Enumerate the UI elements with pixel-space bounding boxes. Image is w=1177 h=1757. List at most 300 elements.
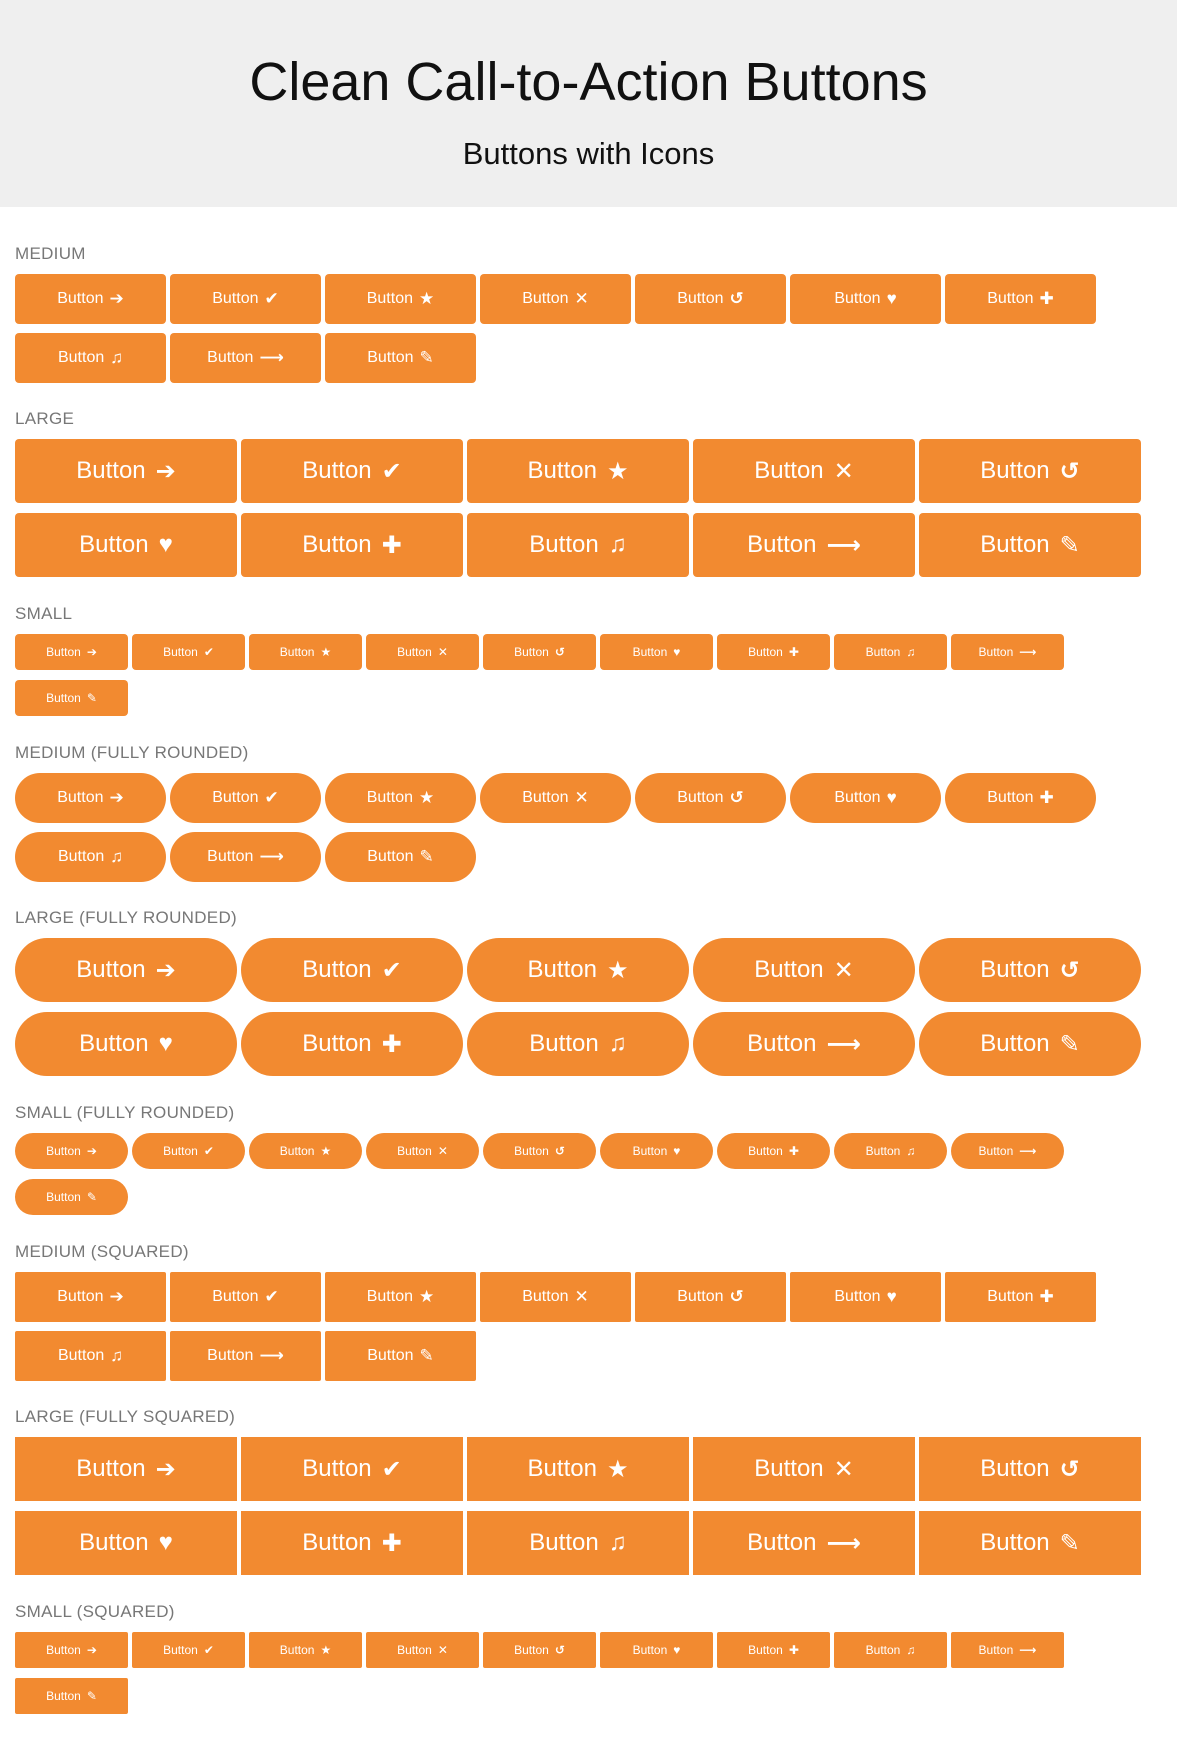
- heart-icon: ♥: [158, 531, 173, 558]
- cta-button-close[interactable]: [366, 1632, 479, 1668]
- heart-icon: ♥: [673, 1643, 681, 1657]
- plus-icon: ✚: [381, 1529, 402, 1557]
- cta-button-close[interactable]: [693, 938, 915, 1002]
- button-label: Button: [302, 531, 372, 558]
- button-label: Button: [207, 349, 254, 366]
- cta-button-refresh[interactable]: [483, 1632, 596, 1668]
- button-label: Button: [163, 1144, 198, 1158]
- cta-button-plus[interactable]: [945, 274, 1096, 324]
- button-label: Button: [754, 457, 824, 484]
- cta-button-heart[interactable]: [600, 634, 713, 670]
- checkmark-icon: ✔: [264, 289, 279, 308]
- button-label: Button: [279, 1144, 315, 1158]
- cta-button-long-arrow[interactable]: [693, 513, 915, 577]
- cta-button-refresh[interactable]: [919, 439, 1141, 503]
- button-label: Button: [302, 1455, 372, 1482]
- button-label: Button: [207, 848, 254, 865]
- button-group: [15, 773, 1162, 891]
- button-label: Button: [980, 531, 1050, 558]
- cta-button-plus[interactable]: [945, 1272, 1096, 1322]
- button-label: Button: [747, 1529, 817, 1556]
- button-label: Button: [980, 1455, 1050, 1482]
- button-label: Button: [367, 349, 414, 366]
- section-large-fsquared: [15, 1407, 1162, 1585]
- music-note-icon: ♫: [110, 847, 123, 866]
- cta-button-arrow-right[interactable]: [15, 634, 128, 670]
- button-label: Button: [366, 290, 413, 307]
- long-arrow-icon: ⟶: [259, 348, 284, 367]
- cta-button-checkmark[interactable]: [170, 1272, 321, 1322]
- button-label: Button: [529, 531, 599, 558]
- close-icon: ✕: [574, 289, 589, 308]
- music-note-icon: ♫: [906, 645, 916, 659]
- plus-icon: ✚: [1039, 788, 1054, 807]
- cta-button-music-note[interactable]: [467, 513, 689, 577]
- long-arrow-icon: ⟶: [1019, 645, 1037, 659]
- button-label: Button: [980, 1030, 1050, 1057]
- cta-button-arrow-right[interactable]: [15, 439, 237, 503]
- arrow-right-icon: ➔: [86, 1144, 97, 1158]
- button-label: Button: [397, 645, 432, 659]
- button-label: Button: [748, 1643, 783, 1657]
- button-label: Button: [212, 789, 259, 806]
- button-group: [15, 439, 1162, 587]
- cta-button-star[interactable]: [249, 1632, 362, 1668]
- section-small-squared: [15, 1602, 1162, 1724]
- long-arrow-icon: ⟶: [259, 847, 284, 866]
- cta-button-arrow-right[interactable]: [15, 1272, 166, 1322]
- cta-button-checkmark[interactable]: [132, 1632, 245, 1668]
- button-label: Button: [987, 290, 1034, 307]
- cta-button-heart[interactable]: [600, 1632, 713, 1668]
- cta-button-arrow-right[interactable]: [15, 1437, 237, 1501]
- star-icon: ★: [419, 788, 435, 807]
- cta-button-music-note[interactable]: [834, 634, 947, 670]
- page-subtitle: Buttons with Icons: [462, 136, 715, 171]
- section-small-rounded: [15, 1103, 1162, 1225]
- button-label: Button: [366, 789, 413, 806]
- arrow-right-icon: ➔: [86, 1643, 97, 1657]
- arrow-right-icon: ➔: [109, 1287, 124, 1306]
- button-label: Button: [748, 1144, 783, 1158]
- music-note-icon: ♫: [110, 1346, 123, 1365]
- section-medium-squared: [15, 1242, 1162, 1390]
- button-label: Button: [79, 531, 149, 558]
- heart-icon: ♥: [673, 645, 681, 659]
- cta-button-long-arrow[interactable]: [951, 1133, 1064, 1169]
- close-icon: ✕: [437, 645, 448, 659]
- button-label: Button: [79, 1529, 149, 1556]
- cta-button-refresh[interactable]: [919, 1437, 1141, 1501]
- long-arrow-icon: ⟶: [259, 1346, 284, 1365]
- cta-button-long-arrow[interactable]: [951, 634, 1064, 670]
- cta-button-close[interactable]: [480, 773, 631, 823]
- button-label: Button: [367, 848, 414, 865]
- pencil-icon: ✎: [1059, 531, 1080, 559]
- section-large-default: [15, 409, 1162, 587]
- button-label: Button: [632, 645, 668, 659]
- cta-button-long-arrow[interactable]: [170, 832, 321, 882]
- button-label: Button: [212, 1288, 259, 1305]
- button-label: Button: [163, 1643, 198, 1657]
- button-label: Button: [302, 1529, 372, 1556]
- cta-button-refresh[interactable]: [635, 773, 786, 823]
- button-label: Button: [57, 1288, 104, 1305]
- plus-icon: ✚: [381, 1030, 402, 1058]
- button-label: Button: [76, 1455, 146, 1482]
- cta-button-music-note[interactable]: [15, 1331, 166, 1381]
- button-group: [15, 938, 1162, 1086]
- button-label: Button: [865, 1144, 901, 1158]
- cta-button-heart[interactable]: [790, 1272, 941, 1322]
- cta-button-star[interactable]: [467, 1437, 689, 1501]
- plus-icon: ✚: [788, 1643, 799, 1657]
- button-label: Button: [46, 645, 81, 659]
- arrow-right-icon: ➔: [155, 457, 176, 485]
- button-label: Button: [834, 1288, 881, 1305]
- music-note-icon: ♫: [608, 1030, 627, 1057]
- button-label: Button: [747, 531, 817, 558]
- button-label: Button: [514, 645, 549, 659]
- section-label: SMALL: [15, 604, 73, 623]
- page-header: [0, 0, 1177, 207]
- close-icon: ✕: [833, 457, 854, 485]
- cta-button-plus[interactable]: [241, 1511, 463, 1575]
- button-label: Button: [748, 645, 783, 659]
- heart-icon: ♥: [886, 289, 897, 308]
- section-medium-default: [15, 244, 1162, 392]
- cta-button-checkmark[interactable]: [132, 634, 245, 670]
- cta-button-refresh[interactable]: [483, 1133, 596, 1169]
- star-icon: ★: [606, 956, 629, 984]
- refresh-icon: ↺: [554, 645, 565, 659]
- close-icon: ✕: [574, 788, 589, 807]
- button-label: Button: [302, 1030, 372, 1057]
- section-medium-rounded: [15, 743, 1162, 891]
- button-label: Button: [987, 1288, 1034, 1305]
- button-label: Button: [529, 1030, 599, 1057]
- button-label: Button: [978, 1144, 1014, 1158]
- button-label: Button: [514, 1144, 549, 1158]
- section-label: MEDIUM (FULLY ROUNDED): [15, 743, 249, 762]
- button-label: Button: [367, 1347, 414, 1364]
- button-label: Button: [46, 1190, 81, 1204]
- button-group: [15, 274, 1162, 392]
- heart-icon: ♥: [158, 1030, 173, 1057]
- button-label: Button: [980, 1529, 1050, 1556]
- refresh-icon: ↺: [729, 788, 744, 807]
- long-arrow-icon: ⟶: [1019, 1643, 1037, 1657]
- button-label: Button: [46, 1144, 81, 1158]
- cta-button-close[interactable]: [693, 1437, 915, 1501]
- section-small-default: [15, 604, 1162, 726]
- cta-button-star[interactable]: [467, 938, 689, 1002]
- cta-button-star[interactable]: [249, 1133, 362, 1169]
- long-arrow-icon: ⟶: [826, 531, 861, 559]
- button-label: Button: [677, 1288, 724, 1305]
- button-label: Button: [677, 290, 724, 307]
- star-icon: ★: [606, 1455, 629, 1483]
- pencil-icon: ✎: [86, 1190, 97, 1204]
- cta-button-close[interactable]: [693, 439, 915, 503]
- button-label: Button: [46, 1689, 81, 1703]
- button-group: [15, 1133, 1162, 1225]
- button-label: Button: [46, 1643, 81, 1657]
- cta-button-pencil[interactable]: [325, 333, 476, 383]
- cta-button-heart[interactable]: [600, 1133, 713, 1169]
- close-icon: ✕: [833, 956, 854, 984]
- refresh-icon: ↺: [554, 1144, 565, 1158]
- button-label: Button: [76, 956, 146, 983]
- heart-icon: ♥: [158, 1529, 173, 1556]
- cta-button-checkmark[interactable]: [170, 773, 321, 823]
- plus-icon: ✚: [1039, 289, 1054, 308]
- cta-button-pencil[interactable]: [325, 1331, 476, 1381]
- page-title: Clean Call-to-Action Buttons: [249, 52, 928, 112]
- refresh-icon: ↺: [729, 289, 744, 308]
- cta-button-close[interactable]: [366, 1133, 479, 1169]
- cta-button-close[interactable]: [480, 274, 631, 324]
- button-label: Button: [366, 1288, 413, 1305]
- button-label: Button: [522, 1288, 569, 1305]
- button-label: Button: [79, 1030, 149, 1057]
- cta-button-star[interactable]: [325, 274, 476, 324]
- cta-button-pencil[interactable]: [919, 1511, 1141, 1575]
- star-icon: ★: [606, 457, 629, 485]
- button-group: [15, 1272, 1162, 1390]
- button-label: Button: [987, 789, 1034, 806]
- button-label: Button: [529, 1529, 599, 1556]
- cta-button-heart[interactable]: [15, 1012, 237, 1076]
- close-icon: ✕: [437, 1643, 448, 1657]
- pencil-icon: ✎: [86, 691, 97, 705]
- plus-icon: ✚: [788, 1144, 799, 1158]
- section-label: SMALL (SQUARED): [15, 1602, 175, 1621]
- button-label: Button: [397, 1643, 432, 1657]
- button-label: Button: [46, 691, 81, 705]
- button-group: [15, 1437, 1162, 1585]
- cta-button-heart[interactable]: [790, 274, 941, 324]
- checkmark-icon: ✔: [381, 457, 402, 485]
- refresh-icon: ↺: [1059, 457, 1080, 485]
- plus-icon: ✚: [788, 645, 799, 659]
- cta-button-pencil[interactable]: [15, 680, 128, 716]
- cta-button-long-arrow[interactable]: [951, 1632, 1064, 1668]
- cta-button-pencil[interactable]: [15, 1179, 128, 1215]
- button-label: Button: [747, 1030, 817, 1057]
- cta-button-long-arrow[interactable]: [693, 1012, 915, 1076]
- button-label: Button: [980, 457, 1050, 484]
- button-label: Button: [527, 457, 597, 484]
- button-group: [15, 634, 1162, 726]
- cta-button-arrow-right[interactable]: [15, 1133, 128, 1169]
- cta-button-plus[interactable]: [241, 513, 463, 577]
- button-label: Button: [527, 1455, 597, 1482]
- button-label: Button: [302, 956, 372, 983]
- star-icon: ★: [320, 645, 332, 659]
- button-label: Button: [978, 1643, 1014, 1657]
- refresh-icon: ↺: [729, 1287, 744, 1306]
- button-label: Button: [57, 349, 105, 366]
- button-label: Button: [163, 645, 198, 659]
- pencil-icon: ✎: [1059, 1030, 1080, 1058]
- long-arrow-icon: ⟶: [826, 1529, 861, 1557]
- cta-button-refresh[interactable]: [483, 634, 596, 670]
- music-note-icon: ♫: [608, 531, 627, 558]
- close-icon: ✕: [833, 1455, 854, 1483]
- cta-button-music-note[interactable]: [834, 1632, 947, 1668]
- cta-button-star[interactable]: [325, 1272, 476, 1322]
- cta-button-pencil[interactable]: [919, 513, 1141, 577]
- music-note-icon: ♫: [608, 1529, 627, 1556]
- cta-button-checkmark[interactable]: [241, 938, 463, 1002]
- cta-button-arrow-right[interactable]: [15, 1632, 128, 1668]
- cta-button-heart[interactable]: [15, 513, 237, 577]
- button-label: Button: [212, 290, 259, 307]
- cta-button-close[interactable]: [480, 1272, 631, 1322]
- cta-button-plus[interactable]: [717, 1133, 830, 1169]
- button-label: Button: [279, 1643, 315, 1657]
- star-icon: ★: [419, 1287, 435, 1306]
- pencil-icon: ✎: [419, 348, 434, 367]
- button-label: Button: [57, 290, 104, 307]
- button-label: Button: [632, 1643, 668, 1657]
- button-label: Button: [302, 457, 372, 484]
- cta-button-plus[interactable]: [717, 1632, 830, 1668]
- cta-button-refresh[interactable]: [635, 274, 786, 324]
- section-label: LARGE: [15, 409, 75, 428]
- cta-button-music-note[interactable]: [15, 832, 166, 882]
- button-label: Button: [76, 457, 146, 484]
- heart-icon: ♥: [673, 1144, 681, 1158]
- button-label: Button: [978, 645, 1014, 659]
- cta-button-checkmark[interactable]: [241, 439, 463, 503]
- cta-button-close[interactable]: [366, 634, 479, 670]
- button-label: Button: [522, 789, 569, 806]
- heart-icon: ♥: [886, 788, 897, 807]
- button-label: Button: [865, 1643, 901, 1657]
- cta-button-arrow-right[interactable]: [15, 274, 166, 324]
- cta-button-music-note[interactable]: [467, 1012, 689, 1076]
- cta-button-refresh[interactable]: [919, 938, 1141, 1002]
- close-icon: ✕: [437, 1144, 448, 1158]
- cta-button-pencil[interactable]: [15, 1678, 128, 1714]
- button-label: Button: [677, 789, 724, 806]
- section-label: MEDIUM (SQUARED): [15, 1242, 189, 1261]
- cta-button-star[interactable]: [467, 439, 689, 503]
- button-showcase: [0, 207, 1177, 1724]
- arrow-right-icon: ➔: [109, 788, 124, 807]
- refresh-icon: ↺: [1059, 1455, 1080, 1483]
- cta-button-music-note[interactable]: [15, 333, 166, 383]
- pencil-icon: ✎: [1059, 1529, 1080, 1557]
- refresh-icon: ↺: [554, 1643, 565, 1657]
- button-label: Button: [522, 290, 569, 307]
- checkmark-icon: ✔: [203, 1144, 214, 1158]
- checkmark-icon: ✔: [264, 1287, 279, 1306]
- section-label: LARGE (FULLY ROUNDED): [15, 908, 237, 927]
- star-icon: ★: [419, 289, 435, 308]
- button-label: Button: [834, 290, 881, 307]
- button-label: Button: [57, 848, 105, 865]
- cta-button-long-arrow[interactable]: [170, 1331, 321, 1381]
- button-label: Button: [865, 645, 901, 659]
- close-icon: ✕: [574, 1287, 589, 1306]
- music-note-icon: ♫: [906, 1643, 916, 1657]
- checkmark-icon: ✔: [203, 1643, 214, 1657]
- checkmark-icon: ✔: [381, 956, 402, 984]
- heart-icon: ♥: [886, 1287, 897, 1306]
- cta-button-star[interactable]: [325, 773, 476, 823]
- button-label: Button: [514, 1643, 549, 1657]
- button-group: [15, 1632, 1162, 1724]
- cta-button-long-arrow[interactable]: [693, 1511, 915, 1575]
- button-label: Button: [57, 789, 104, 806]
- section-label: SMALL (FULLY ROUNDED): [15, 1103, 235, 1122]
- button-label: Button: [632, 1144, 668, 1158]
- star-icon: ★: [320, 1144, 332, 1158]
- cta-button-pencil[interactable]: [919, 1012, 1141, 1076]
- cta-button-plus[interactable]: [717, 634, 830, 670]
- section-label: MEDIUM: [15, 244, 86, 263]
- checkmark-icon: ✔: [381, 1455, 402, 1483]
- cta-button-music-note[interactable]: [834, 1133, 947, 1169]
- refresh-icon: ↺: [1059, 956, 1080, 984]
- music-note-icon: ♫: [906, 1144, 916, 1158]
- cta-button-checkmark[interactable]: [170, 274, 321, 324]
- cta-button-plus[interactable]: [241, 1012, 463, 1076]
- cta-button-long-arrow[interactable]: [170, 333, 321, 383]
- section-large-rounded: [15, 908, 1162, 1086]
- long-arrow-icon: ⟶: [1019, 1144, 1037, 1158]
- button-label: Button: [527, 956, 597, 983]
- arrow-right-icon: ➔: [86, 645, 97, 659]
- button-label: Button: [754, 956, 824, 983]
- star-icon: ★: [320, 1643, 332, 1657]
- button-label: Button: [207, 1347, 254, 1364]
- pencil-icon: ✎: [86, 1689, 97, 1703]
- arrow-right-icon: ➔: [109, 289, 124, 308]
- section-label: LARGE (FULLY SQUARED): [15, 1407, 236, 1426]
- long-arrow-icon: ⟶: [826, 1030, 861, 1058]
- checkmark-icon: ✔: [264, 788, 279, 807]
- arrow-right-icon: ➔: [155, 956, 176, 984]
- cta-button-arrow-right[interactable]: [15, 773, 166, 823]
- cta-button-checkmark[interactable]: [241, 1437, 463, 1501]
- button-label: Button: [279, 645, 315, 659]
- cta-button-music-note[interactable]: [467, 1511, 689, 1575]
- checkmark-icon: ✔: [203, 645, 214, 659]
- cta-button-star[interactable]: [249, 634, 362, 670]
- pencil-icon: ✎: [419, 847, 434, 866]
- plus-icon: ✚: [1039, 1287, 1054, 1306]
- button-label: Button: [57, 1347, 105, 1364]
- cta-button-checkmark[interactable]: [132, 1133, 245, 1169]
- button-label: Button: [397, 1144, 432, 1158]
- music-note-icon: ♫: [110, 348, 123, 367]
- button-label: Button: [834, 789, 881, 806]
- plus-icon: ✚: [381, 531, 402, 559]
- cta-button-heart[interactable]: [790, 773, 941, 823]
- arrow-right-icon: ➔: [155, 1455, 176, 1483]
- cta-button-pencil[interactable]: [325, 832, 476, 882]
- cta-button-arrow-right[interactable]: [15, 938, 237, 1002]
- cta-button-heart[interactable]: [15, 1511, 237, 1575]
- button-label: Button: [754, 1455, 824, 1482]
- cta-button-refresh[interactable]: [635, 1272, 786, 1322]
- button-label: Button: [980, 956, 1050, 983]
- cta-button-plus[interactable]: [945, 773, 1096, 823]
